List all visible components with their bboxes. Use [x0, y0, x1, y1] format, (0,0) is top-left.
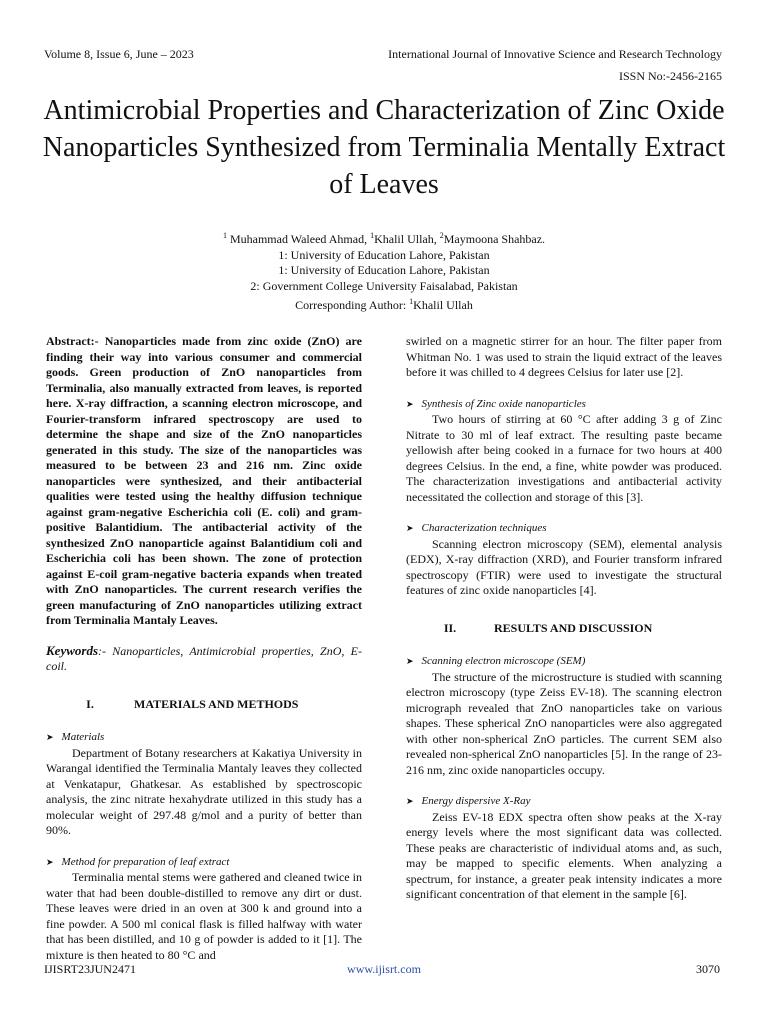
section-title: RESULTS AND DISCUSSION	[494, 620, 653, 635]
arrow-bullet-icon: ➤	[406, 796, 414, 806]
affiliation-3: 2: Government College University Faisalabad, Pakistan	[250, 278, 518, 293]
author-line	[0, 228, 768, 248]
section-title: MATERIALS AND METHODS	[134, 696, 299, 711]
right-column	[406, 334, 722, 903]
keywords-text: :- Nanoparticles, Antimicrobial properties, ZnO, E-coil.	[46, 643, 362, 673]
subheading-method	[46, 855, 362, 871]
keywords-label: Keywords	[46, 642, 98, 658]
section-heading-1	[46, 697, 362, 713]
synthesis-paragraph: Two hours of stirring at 60 °C after adding 3 g of Zinc Nitrate to 30 ml of leaf extract. The resulting paste became yellowish after being cooked in a furnace for two hours at 400 degrees Celsius. In the end, a fine, white powder was produced. The characterization investigations and antibacterial activity necessitated the collection and storage of this [3].	[406, 412, 722, 504]
corresponding-label: Corresponding Author:	[295, 298, 410, 312]
sem-paragraph: The structure of the microstructure is studied with scanning electron microscopy (type Zeiss EV-18). The scanning electron micrograph revealed that ZnO nanoparticles take on various shapes. These spherical ZnO nanoparticles were also aggregated with other non-spherical ZnO particles. The current SEM also revealed non-spherical ZnO nanoparticles [5]. In the range of 23-216 nm, zinc oxide nanoparticles occupy.	[406, 669, 722, 777]
subheading-edx	[406, 794, 722, 810]
subheading-text: Scanning electron microscope (SEM)	[421, 655, 586, 667]
characterization-paragraph: Scanning electron microscopy (SEM), elemental analysis (EDX), X-ray diffraction (XRD), and Fourier transform infrared spectroscopy (FTIR) were used to investigate the structural features of zinc oxide nanoparticles [4].	[406, 536, 722, 597]
corresponding-author	[0, 294, 768, 314]
subheading-characterization	[406, 521, 722, 537]
corresponding-sup: 1	[409, 297, 414, 306]
section-number: I.	[86, 696, 94, 711]
method-paragraph-continued: swirled on a magnetic stirrer for an hour. The filter paper from Whitman No. 1 was used to strain the liquid extract of the leaves before it was chilled to 4 degrees Celsius for later use [2].	[406, 334, 722, 379]
arrow-bullet-icon: ➤	[46, 732, 54, 742]
subheading-text: Characterization techniques	[421, 522, 547, 534]
arrow-bullet-icon: ➤	[406, 656, 414, 666]
author-sup: 1	[222, 231, 227, 240]
section-heading-2	[406, 621, 722, 637]
arrow-bullet-icon: ➤	[406, 523, 414, 533]
subheading-text: Materials	[61, 731, 105, 743]
header-volume: Volume 8, Issue 6, June – 2023	[44, 47, 194, 61]
left-column	[46, 334, 362, 963]
footer-website-link[interactable]: www.ijisrt.com	[347, 962, 421, 976]
method-paragraph: Terminalia mental stems were gathered and cleaned twice in water that had been double-distilled to remove any dirt or dust. These leaves were dried in an oven at 300 k and ground into a fine powder. A 500 ml conical flask is filled halfway with water that has been distilled, and 10 g of powder is added to it [1]. The mixture is then heated to 80 °C and	[46, 870, 362, 962]
subheading-text: Energy dispersive X-Ray	[421, 795, 531, 807]
edx-paragraph: Zeiss EV-18 EDX spectra often show peaks at the X-ray energy levels where the most significant data was collected. These peaks are characteristic of individual atoms and, as such, may be mapped to specific elements. When analyzing a spectrum, for instance, a greater peak intensity indicates a more significant concentration of that element in the sample [6].	[406, 809, 722, 901]
subheading-synthesis	[406, 397, 722, 413]
subheading-text: Synthesis of Zinc oxide nanoparticles	[421, 397, 586, 410]
header-issn: ISSN No:-2456-2165	[618, 69, 722, 83]
corresponding-name: Khalil Ullah	[413, 298, 473, 312]
paper-title: Antimicrobial Properties and Characterization of Zinc Oxide Nanoparticles Synthesized from Terminalia Mentally Extract of Leaves	[42, 95, 726, 200]
author-name: Muhammad Waleed Ahmad,	[226, 232, 371, 246]
subheading-text: Method for preparation of leaf extract	[61, 855, 230, 868]
footer-page-number: 3070	[696, 962, 720, 976]
author-name: Khalil Ullah,	[374, 232, 440, 246]
subheading-materials	[46, 730, 362, 746]
keywords	[46, 643, 362, 675]
author-sup: 1	[370, 231, 375, 240]
author-block	[0, 228, 768, 314]
materials-paragraph: Department of Botany researchers at Kakatiya University in Warangal identified the Terminalia Mantaly leaves they collected at Venkatapur, Ghatkesar. As established by spectroscopic analysis, the zinc nitrate hexahydrate utilized in this study has a molecular weight of 297.48 g/mol and a purity of better than 90%.	[46, 745, 362, 837]
footer-paper-id: IJISRT23JUN2471	[44, 962, 136, 976]
affiliation-1: 1: University of Education Lahore, Pakistan	[278, 247, 490, 262]
author-sup: 2	[439, 231, 444, 240]
section-number: II.	[443, 620, 457, 635]
arrow-bullet-icon: ➤	[406, 398, 414, 409]
header-journal: International Journal of Innovative Science and Research Technology	[388, 47, 722, 61]
arrow-bullet-icon: ➤	[46, 856, 54, 867]
author-name: Maymoona Shahbaz.	[443, 232, 546, 246]
abstract: Abstract:- Nanoparticles made from zinc oxide (ZnO) are finding their way into various consumer and commercial goods. Green production of ZnO nanoparticles from Terminalia, also manually extracted from leaves, is reported here. X-ray diffraction, a scanning electron microscope, and Fourier-transform infrared spectroscopy are used to determine the shape and size of the ZnO nanoparticles generated in this study. The size of the nanoparticles was measured to be between 23 and 216 nm. Zinc oxide nanoparticles were synthesized, and their antibacterial qualities were tested using the healthy diffusion technique against gram-negative Escherichia coli (E. coli) and gram-positive Balantidium. The antibacterial activity of the synthesized ZnO nanoparticle against Balantidium coli and Escherichia coli has been shown. The zone of protection against E-coil gram-negative bacteria expands when treated with ZnO nanoparticles. The current research verifies the green manufacturing of ZnO nanoparticles utilizing extract from Terminalia Mantaly Leaves.	[46, 334, 362, 627]
subheading-sem	[406, 654, 722, 670]
affiliation-2: 1: University of Education Lahore, Pakistan	[278, 263, 490, 277]
